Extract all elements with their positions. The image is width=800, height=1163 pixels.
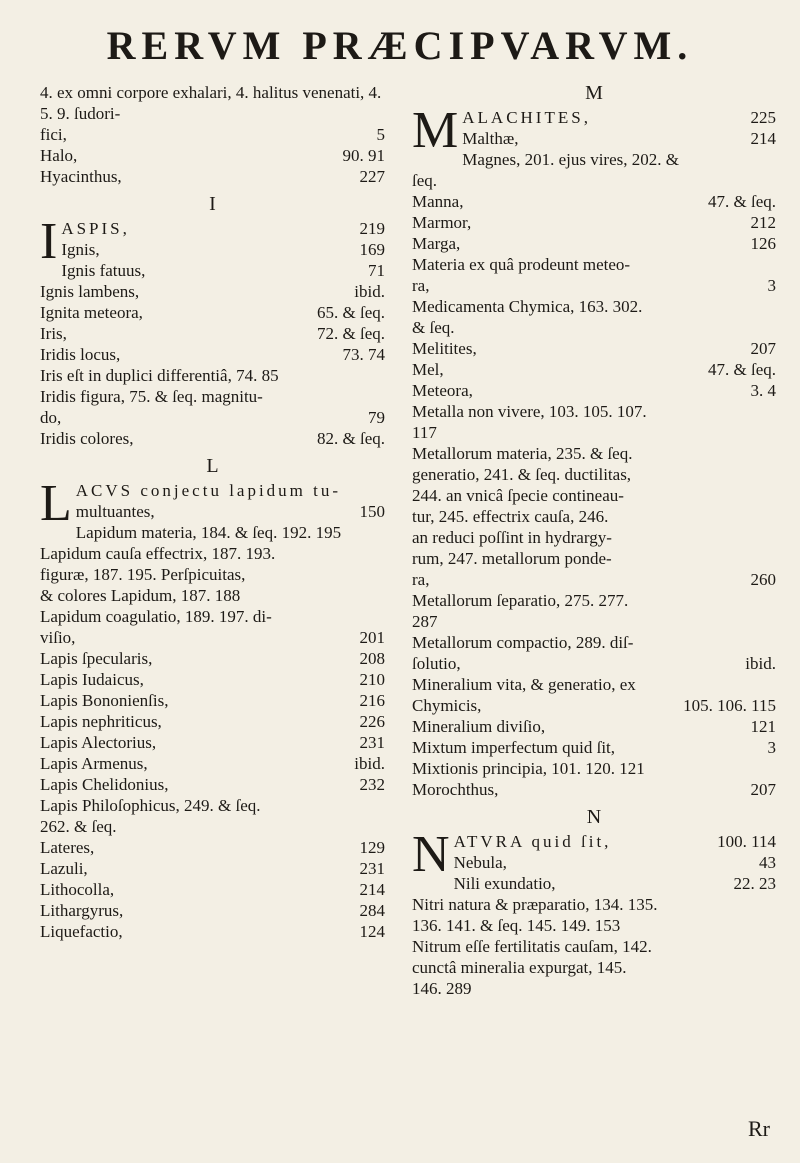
entry-pages: 43: [759, 853, 776, 872]
right-column: [412, 82, 776, 999]
index-entry: [40, 774, 385, 795]
index-entry: [40, 166, 385, 187]
dropcap-n: N: [412, 826, 450, 883]
index-entry: [40, 585, 385, 606]
index-entry: [412, 590, 776, 611]
entry-term: Lateres,: [40, 838, 95, 857]
entry-term: 4. ex omni corpore exhalari, 4. halitus venenati, 4. 5. 9. ſudori-: [40, 83, 382, 123]
entry-pages: 47. & ſeq.: [708, 192, 776, 211]
entry-pages: 207: [750, 339, 776, 358]
index-entry: [412, 653, 776, 674]
index-entry: [40, 606, 385, 627]
entry-pages: 214: [359, 880, 385, 899]
entry-term: an reduci poſſint in hydrargy-: [412, 528, 612, 547]
section-letter-m: M: [585, 82, 603, 104]
entry-term: Metallorum compactio, 289. diſ-: [412, 633, 634, 652]
left-column: [40, 82, 385, 942]
entry-pages: 208: [359, 649, 385, 668]
entry-term: Ignis lambens,: [40, 282, 140, 301]
entry-pages: 219: [359, 219, 385, 238]
entry-term: Lapis nephriticus,: [40, 712, 162, 731]
entry-term: 244. an vnicâ ſpecie contineau-: [412, 486, 624, 505]
dropcap-m: M: [412, 102, 459, 159]
entry-pages: 73. 74: [342, 345, 385, 364]
entry-pages: 232: [359, 775, 385, 794]
entry-term: & colores Lapidum, 187. 188: [40, 586, 241, 605]
m-entries: [412, 128, 776, 800]
entry-term: Medicamenta Chymica, 163. 302.: [412, 297, 643, 316]
entry-term: & ſeq.: [412, 318, 455, 337]
entry-term: ASPIS,: [61, 219, 130, 238]
entry-term: Lapis Chelidonius,: [40, 775, 169, 794]
index-entry: [412, 464, 776, 485]
entry-term: Metallorum materia, 235. & ſeq.: [412, 444, 633, 463]
entry-term: Nebula,: [453, 853, 507, 872]
index-entry: [412, 128, 776, 149]
entry-continuation: multuantes,: [75, 502, 155, 521]
entry-term: 146. 289: [412, 979, 472, 998]
index-entry: [40, 837, 385, 858]
entry-term: Liquefactio,: [40, 922, 123, 941]
index-entry: [40, 82, 385, 124]
entry-pages: 47. & ſeq.: [708, 360, 776, 379]
entry-pages: 225: [750, 108, 776, 127]
index-entry: [412, 737, 776, 758]
dropcap-i: I: [40, 213, 58, 270]
entry-pages: 212: [750, 213, 776, 232]
entry-term: Marga,: [412, 234, 461, 253]
entry-term: Magnes, 201. ejus vires, 202. &: [462, 150, 679, 169]
index-entry: [40, 711, 385, 732]
entry-pages: 3. 4: [750, 381, 776, 400]
index-entry: [40, 879, 385, 900]
entry-term: Nili exundatio,: [453, 874, 556, 893]
entry-pages: 210: [359, 670, 385, 689]
entry-term: Iridis colores,: [40, 429, 134, 448]
entry-term: Melitites,: [412, 339, 477, 358]
entry-term: Lapis Iudaicus,: [40, 670, 144, 689]
entry-pages: 82. & ſeq.: [317, 429, 385, 448]
entry-term: Halo,: [40, 146, 78, 165]
index-entry: [40, 365, 385, 386]
index-entry: [40, 323, 385, 344]
entry-pages: 207: [750, 780, 776, 799]
entry-term: ALACHITES,: [462, 108, 591, 127]
n-entries: [412, 852, 776, 999]
entry-term: Lazuli,: [40, 859, 88, 878]
entry-term: Morochthus,: [412, 780, 499, 799]
entry-term: Materia ex quâ prodeunt meteo-: [412, 255, 631, 274]
entry-pages: 214: [750, 129, 776, 148]
entry-term: ACVS conjectu lapidum tu-: [75, 481, 342, 500]
entry-term: Iris,: [40, 324, 67, 343]
dropcap-l: L: [40, 475, 72, 532]
entry-term: Iridis figura, 75. & ſeq. magnitu-: [40, 387, 263, 406]
entry-pages: 79: [368, 408, 385, 427]
entry-term: 136. 141. & ſeq. 145. 149. 153: [412, 916, 621, 935]
index-entry: [412, 716, 776, 737]
entry-term: Mineralium diviſio,: [412, 717, 546, 736]
entry-pages: 231: [359, 733, 385, 752]
entry-term: Malthæ,: [462, 129, 519, 148]
entry-term: Lapidum coagulatio, 189. 197. di-: [40, 607, 272, 626]
entry-term: ſeq.: [412, 171, 438, 190]
entry-pages: 100. 114: [717, 832, 776, 851]
index-entry: [412, 212, 776, 233]
entry-term: Iris eſt in duplici differentiâ, 74. 85: [40, 366, 279, 385]
entry-term: Nitrum eſſe fertilitatis cauſam, 142.: [412, 937, 652, 956]
entry-term: generatio, 241. & ſeq. ductilitas,: [412, 465, 632, 484]
entry-pages: 3: [767, 738, 776, 757]
entry-term: Marmor,: [412, 213, 472, 232]
index-entry: [40, 900, 385, 921]
index-entry: [412, 296, 776, 317]
section-letter-l: L: [206, 455, 219, 477]
index-entry: [412, 485, 776, 506]
index-entry: [40, 921, 385, 942]
entry-pages: 3: [767, 276, 776, 295]
entry-pages: 5: [376, 125, 385, 144]
entry-term: 117: [412, 423, 437, 442]
entry-term: cunctâ mineralia expurgat, 145.: [412, 958, 627, 977]
entry-term: Iridis locus,: [40, 345, 121, 364]
index-entry: [412, 422, 776, 443]
entry-term: do,: [40, 408, 62, 427]
entry-term: ra,: [412, 570, 430, 589]
entry-pages: 71: [368, 261, 385, 280]
index-entry: [40, 522, 385, 543]
index-entry: [412, 170, 776, 191]
entry-term: Lapis Philoſophicus, 249. & ſeq.: [40, 796, 261, 815]
index-entry: [412, 401, 776, 422]
entry-term: ra,: [412, 276, 430, 295]
entry-pages: 90. 91: [342, 146, 385, 165]
entry-term: Ignita meteora,: [40, 303, 143, 322]
entry-pages: 105. 106. 115: [683, 696, 776, 715]
entry-term: Metalla non vivere, 103. 105. 107.: [412, 402, 647, 421]
l-entries: [40, 522, 385, 942]
index-entry: [40, 344, 385, 365]
index-entry: [412, 233, 776, 254]
entry-pages: 72. & ſeq.: [317, 324, 385, 343]
entry-term: rum, 247. metallorum ponde-: [412, 549, 612, 568]
entry-pages: ibid.: [354, 754, 385, 773]
entry-term: Mixtum imperfectum quid ſit,: [412, 738, 616, 757]
i-entries: [40, 239, 385, 449]
index-entry: [412, 275, 776, 296]
section-letter-i: I: [209, 193, 216, 215]
entry-term: ſolutio,: [412, 654, 461, 673]
index-entry: [40, 386, 385, 407]
index-entry: [412, 380, 776, 401]
index-entry: [412, 338, 776, 359]
entry-term: Chymicis,: [412, 696, 482, 715]
index-entry: [412, 632, 776, 653]
entry-term: Lapidum materia, 184. & ſeq. 192. 195: [75, 523, 342, 542]
entry-term: Lithargyrus,: [40, 901, 124, 920]
entry-term: Lithocolla,: [40, 880, 115, 899]
index-entry: [40, 124, 385, 145]
entry-term: Hyacinthus,: [40, 167, 122, 186]
index-entry: [412, 758, 776, 779]
entry-term: Nitri natura & præparatio, 134. 135.: [412, 895, 658, 914]
index-entry: [40, 260, 385, 281]
index-entry: [40, 302, 385, 323]
entry-pages: 65. & ſeq.: [317, 303, 385, 322]
entry-term: Ignis,: [61, 240, 100, 259]
entry-pages: ibid.: [745, 654, 776, 673]
index-entry: [412, 149, 776, 170]
entry-term: 262. & ſeq.: [40, 817, 117, 836]
index-entry: [412, 915, 776, 936]
entry-pages: 126: [750, 234, 776, 253]
index-entry: [40, 690, 385, 711]
index-entry: [412, 548, 776, 569]
entry-term: ATVRA quid ſit,: [453, 832, 612, 851]
entry-pages: 169: [359, 240, 385, 259]
index-entry: [40, 858, 385, 879]
signature-mark: Rr: [748, 1116, 770, 1141]
index-entry: [412, 894, 776, 915]
index-entry: [412, 359, 776, 380]
index-entry: [412, 506, 776, 527]
entry-term: Mixtionis principia, 101. 120. 121: [412, 759, 645, 778]
index-entry: [412, 779, 776, 800]
index-entry: [40, 816, 385, 837]
entry-term: Lapis Alectorius,: [40, 733, 157, 752]
entry-pages: 231: [359, 859, 385, 878]
entry-pages: 129: [359, 838, 385, 857]
entry-pages: 226: [359, 712, 385, 731]
index-entry: [412, 674, 776, 695]
entry-pages: 227: [359, 167, 385, 186]
index-entry: [412, 569, 776, 590]
entry-term: viſio,: [40, 628, 76, 647]
intro-entries: [40, 82, 385, 187]
entry-term: figuræ, 187. 195. Perſpicuitas,: [40, 565, 246, 584]
index-entry: [412, 191, 776, 212]
entry-term: Lapis Bononienſis,: [40, 691, 169, 710]
index-entry: [40, 564, 385, 585]
index-entry-lacus: [40, 475, 385, 532]
index-entry: [412, 611, 776, 632]
entry-term: 287: [412, 612, 438, 631]
entry-term: Mel,: [412, 360, 444, 379]
index-entry: [40, 407, 385, 428]
entry-term: Mineralium vita, & generatio, ex: [412, 675, 636, 694]
entry-term: Ignis fatuus,: [61, 261, 146, 280]
entry-pages: ibid.: [354, 282, 385, 301]
entry-term: tur, 245. effectrix cauſa, 246.: [412, 507, 609, 526]
index-entry: [40, 648, 385, 669]
entry-term: Meteora,: [412, 381, 473, 400]
index-entry: [412, 873, 776, 894]
index-entry: [40, 732, 385, 753]
entry-pages: 150: [359, 502, 385, 521]
index-entry: [412, 957, 776, 978]
entry-term: Lapis Armenus,: [40, 754, 148, 773]
page-header: RERVM PRÆCIPVARVM.: [106, 23, 694, 68]
index-entry: [40, 627, 385, 648]
entry-term: Lapis ſpecularis,: [40, 649, 153, 668]
index-entry: [412, 852, 776, 873]
entry-term: Metallorum ſeparatio, 275. 277.: [412, 591, 629, 610]
index-entry: [40, 753, 385, 774]
index-entry: [412, 254, 776, 275]
index-entry: [412, 978, 776, 999]
entry-pages: 124: [359, 922, 385, 941]
index-entry: [40, 239, 385, 260]
index-entry: [412, 695, 776, 716]
index-entry: [412, 443, 776, 464]
entry-pages: 284: [359, 901, 385, 920]
index-entry: [40, 281, 385, 302]
index-entry: [412, 527, 776, 548]
entry-term: fici,: [40, 125, 67, 144]
index-entry: [40, 543, 385, 564]
index-entry: [40, 428, 385, 449]
entry-term: Lapidum cauſa effectrix, 187. 193.: [40, 544, 276, 563]
index-entry: [412, 936, 776, 957]
section-letter-n: N: [586, 806, 602, 828]
entry-pages: 201: [359, 628, 385, 647]
index-entry: [412, 317, 776, 338]
entry-pages: 216: [359, 691, 385, 710]
index-entry: [40, 669, 385, 690]
entry-pages: 260: [750, 570, 776, 589]
index-entry: [40, 795, 385, 816]
entry-pages: 121: [750, 717, 776, 736]
entry-pages: 22. 23: [733, 874, 776, 893]
entry-term: Manna,: [412, 192, 464, 211]
index-entry: [40, 145, 385, 166]
